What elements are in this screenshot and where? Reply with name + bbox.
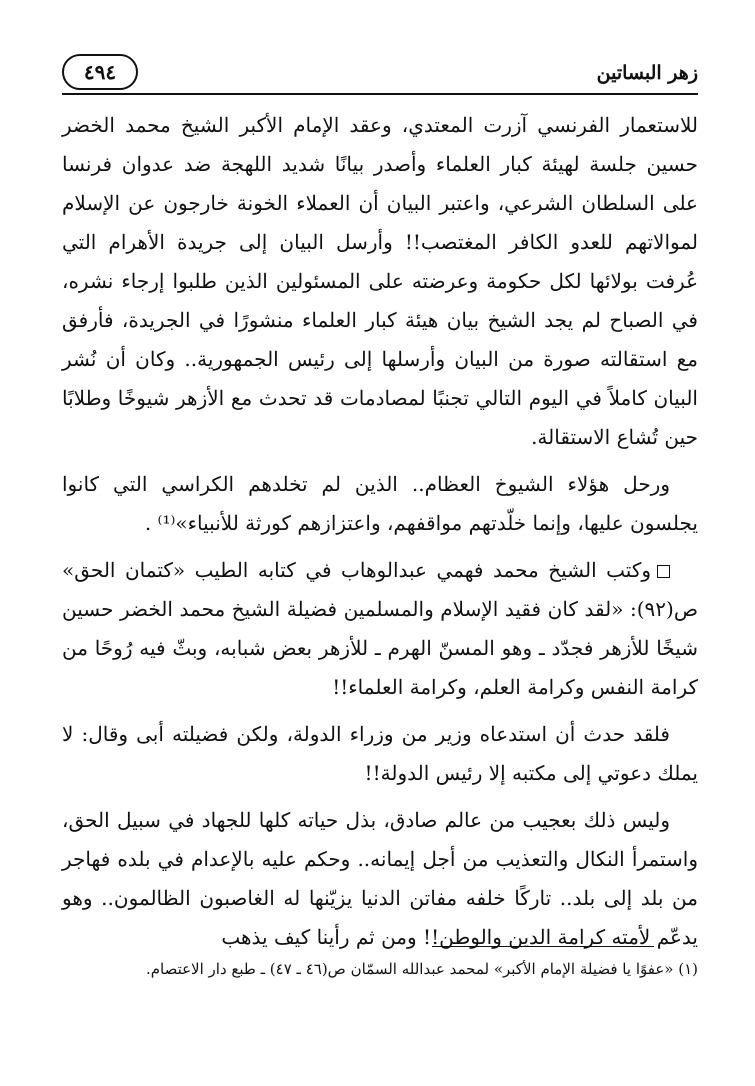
box-bullet-icon bbox=[657, 565, 670, 578]
page-body bbox=[62, 106, 698, 957]
paragraph-4: فلقد حدث أن استدعاه وزير من وزراء الدولة، ولكن فضيلته أبى وقال: لا يملك دعوتي إلى مكتبه إلا رئيس الدولة!! bbox=[62, 722, 698, 785]
page-header bbox=[62, 56, 698, 92]
paragraph-5: وليس ذلك بعجيب من عالم صادق، بذل حياته كلها للجهاد في سبيل الحق، واستمرأ النكال والتعذيب من أجل إيمانه.. وحكم عليه بالإعدام في بلده فهاجر من بلد إلى بلد.. تاركًا خلفه مفاتن الدنيا يزيّنها له الغاصبون الظالمون.. وهو يدعّم لأمته كرامة الدين والوطن!! ومن ثم رأينا كيف يذهب bbox=[62, 808, 698, 949]
paragraph-3-text: وكتب الشيخ محمد فهمي عبدالوهاب في كتابه الطيب «كتمان الحق» ص(٩٢): «لقد كان فقيد الإسلام والمسلمين فضيلة الشيخ محمد الخضر حسين شيخًا للأزهر فجدّد ـ وهو المسنّ الهرم ـ للأزهر بعض شبابه، وبثّ فيه رُوحًا من كرامة النفس وكرامة العلم، وكرامة العلماء!! bbox=[62, 558, 698, 699]
paragraph-2: ورحل هؤلاء الشيوخ العظام.. الذين لم تخلدهم الكراسي التي كانوا يجلسون عليها، وإنما خلّدتهم مواقفهم، واعتزازهم كورثة للأنبياء»⁽¹⁾ . bbox=[62, 472, 698, 535]
header-divider bbox=[62, 93, 698, 95]
footnote: (١) «عفوًا يا فضيلة الإمام الأكبر» لمحمد عبدالله السمّان ص(٤٦ ـ ٤٧) ـ طبع دار الاعتصام. bbox=[145, 960, 698, 978]
paragraph-1: للاستعمار الفرنسي آزرت المعتدي، وعقد الإمام الأكبر الشيخ محمد الخضر حسين جلسة لهيئة كبار العلماء وأصدر بيانًا شديد اللهجة ضد عدوان فرنسا على السلطان الشرعي، واعتبر البيان أن العملاء الخونة خارجون عن الإسلام لموالاتهم للعدو الكافر المغتصب!! وأرسل البيان إلى جريدة الأهرام التي عُرفت بولائها لكل حكومة وعرضته على المسئولين الذين طلبوا إرجاء نشره، في الصباح لم يجد الشيخ بيان هيئة كبار العلماء منشورًا في الجريدة، فأرفق مع استقالته صورة من البيان وأرسلها إلى رئيس الجمهورية.. وكان أن نُشر البيان كاملاً في اليوم التالي تجنبًا لمصادمات قد تحدث مع الأزهر شيوخًا وطلابًا حين تُشاع الاستقالة. bbox=[62, 113, 698, 449]
page-number: ٤٩٤ bbox=[62, 54, 138, 90]
footnote-divider bbox=[432, 946, 654, 947]
book-title: زهر البساتين bbox=[596, 62, 698, 84]
paragraph-3 bbox=[62, 551, 698, 707]
